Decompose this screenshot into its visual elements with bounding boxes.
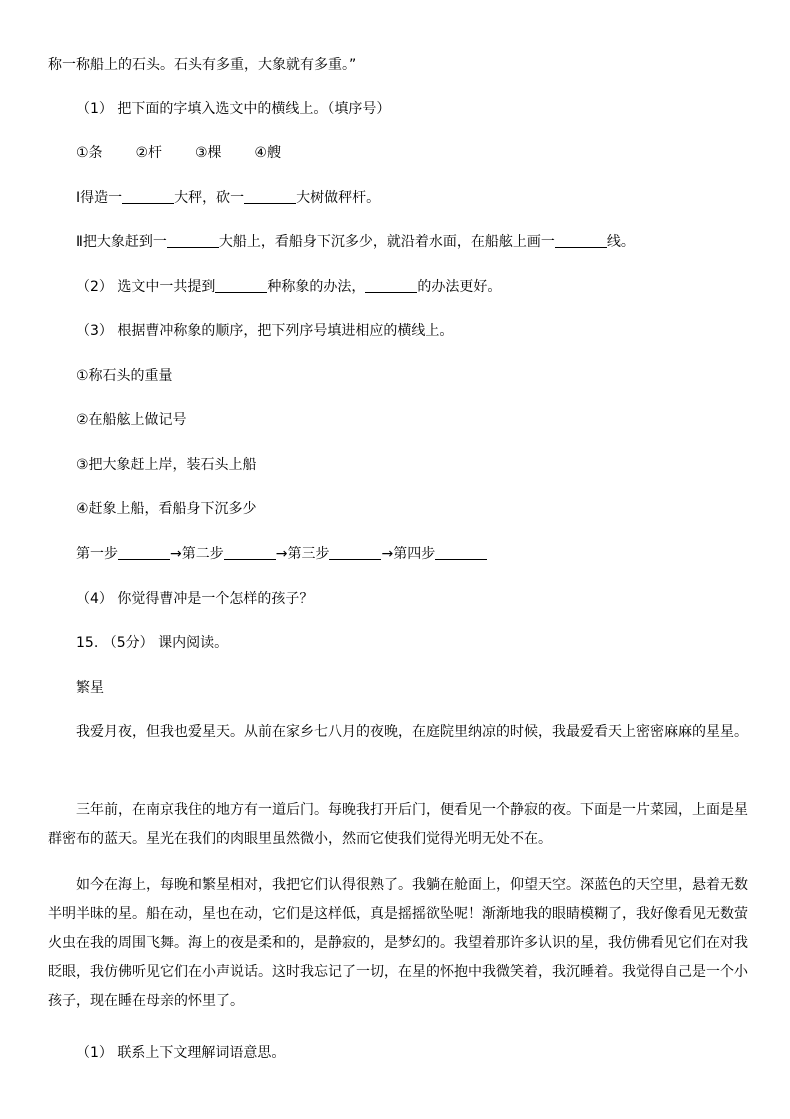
passage-title: 繁星 xyxy=(76,680,104,696)
text-segment: 的办法更好。 xyxy=(417,279,502,295)
text-line: 称一称船上的石头。石头有多重，大象就有多重。” xyxy=(48,57,357,73)
paragraph-1: 我爱月夜，但我也爱星天。从前在家乡七八月的夜晚，在庭院里纳凉的时候，我最爱看天上密密麻麻的星星。 xyxy=(76,724,748,740)
answer-blank[interactable] xyxy=(215,278,267,293)
options-line xyxy=(76,143,281,163)
text-segment: 大秤，砍一 xyxy=(174,190,245,206)
step-option-1: ①称石头的重量 xyxy=(76,368,173,384)
text-segment: 第一步 xyxy=(76,546,118,562)
text-segment: →第三步 xyxy=(275,546,330,562)
question-4: （4） 你觉得曹冲是一个怎样的孩子？ xyxy=(76,591,314,607)
answer-blank[interactable] xyxy=(365,278,417,293)
option-3: ③棵 xyxy=(194,145,222,161)
answer-blank[interactable] xyxy=(167,233,219,248)
question-2 xyxy=(76,277,501,297)
option-2: ②杆 xyxy=(135,145,163,161)
answer-blank[interactable] xyxy=(122,189,174,204)
text-segment: 大树做秤杆。 xyxy=(296,190,381,206)
step-option-2: ②在船舷上做记号 xyxy=(76,412,187,428)
question-1: （1） 把下面的字填入选文中的横线上。（填序号） xyxy=(76,101,391,117)
paragraph-2: 三年前，在南京我住的地方有一道后门。每晚我打开后门，便看见一个静寂的夜。下面是一片菜园，上面是星群密布的蓝天。星光在我们的肉眼里虽然微小，然而它使我们觉得光明无处不在。 xyxy=(48,802,748,847)
option-4: ④艘 xyxy=(254,145,281,161)
answer-blank[interactable] xyxy=(329,545,381,560)
text-segment: Ⅰ得造一 xyxy=(76,190,123,206)
question-last: （1） 联系上下文理解词语意思。 xyxy=(76,1045,286,1061)
answer-blank[interactable] xyxy=(244,189,296,204)
option-1: ①条 xyxy=(76,145,103,161)
answer-blank[interactable] xyxy=(224,545,276,560)
text-segment: （2） 选文中一共提到 xyxy=(76,279,216,295)
text-segment: →第二步 xyxy=(170,546,224,562)
text-segment: 种称象的办法， xyxy=(267,279,366,295)
text-segment: 大船上，看船身下沉多少，就沿着水面，在船舷上画一 xyxy=(218,234,555,250)
question-3: （3） 根据曹冲称象的顺序，把下列序号填进相应的横线上。 xyxy=(76,323,454,339)
fill-line-2 xyxy=(76,232,635,252)
question-15: 15. （5分） 课内阅读。 xyxy=(76,635,229,651)
text-segment: Ⅱ把大象赶到一 xyxy=(76,234,167,250)
step-option-3: ③把大象赶上岸，装石头上船 xyxy=(76,457,257,473)
answer-blank[interactable] xyxy=(555,233,607,248)
text-segment: →第四步 xyxy=(381,546,436,562)
answer-blank[interactable] xyxy=(435,545,487,560)
fill-line-1 xyxy=(76,188,380,208)
steps-line xyxy=(76,544,487,564)
text-segment: 线。 xyxy=(606,234,635,250)
paragraph-3: 如今在海上，每晚和繁星相对，我把它们认得很熟了。我躺在舱面上，仰望天空。深蓝色的天空里，悬着无数半明半昧的星。船在动，星也在动，它们是这样低，真是摇摇欲坠呢！渐渐地我的眼睛模糊了，我好像看见无数萤火虫在我的周围飞舞。海上的夜是柔和的，是静寂的，是梦幻的。我望着那许多认识的星，我仿佛看见它们在对我眨眼，我仿佛听见它们在小声说话。这时我忘记了一切，在星的怀抱中我微笑着，我沉睡着。我觉得自己是一个小孩子，现在睡在母亲的怀里了。 xyxy=(48,877,748,1009)
step-option-4: ④赶象上船，看船身下沉多少 xyxy=(76,501,257,517)
answer-blank[interactable] xyxy=(118,545,170,560)
